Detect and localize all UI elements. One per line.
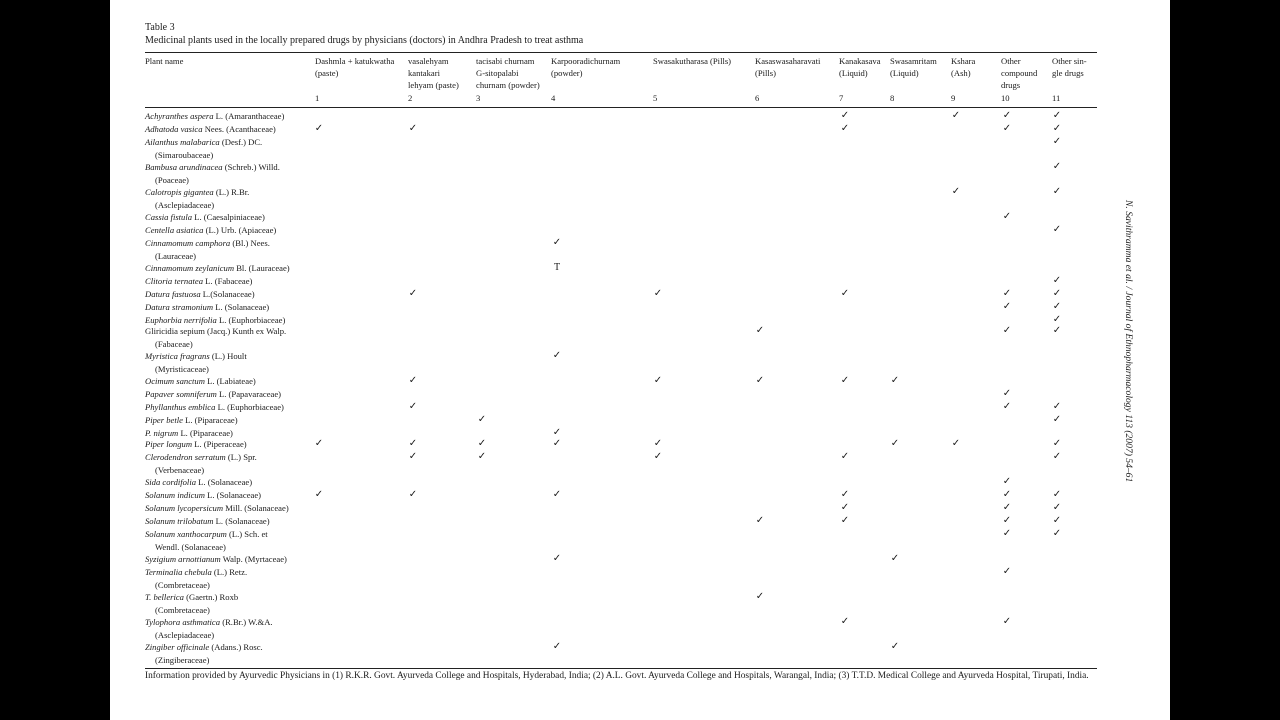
column-number-8: 8 [890,93,895,103]
plant-row-label [145,262,290,275]
species-name: Ocimum sanctum [145,376,205,386]
species-name: Papaver somniferum [145,389,217,399]
plant-family: (Poaceae) [155,174,189,185]
check-mark-icon: ✓ [1002,528,1012,539]
check-mark-icon: ✓ [1052,414,1062,425]
check-mark-icon: ✓ [314,123,324,134]
column-header-line: Karpooradichurnam [551,56,621,66]
plant-row-label [145,237,270,262]
species-authority: (L.) Urb. (Apiaceae) [205,225,277,235]
check-mark-icon: ✓ [477,438,487,449]
species-name: Cassia fistula [145,212,193,222]
species-authority: Nees. (Acanthaceae) [204,124,276,134]
column-header-3 [476,55,540,91]
check-mark-icon: ✓ [653,438,663,449]
check-mark-icon: ✓ [477,451,487,462]
bottom-rule [145,668,1097,669]
cell-mark: T [553,262,561,273]
species-authority: (Desf.) DC. [221,137,263,147]
check-mark-icon: ✓ [408,438,418,449]
plant-family: (Asclepiadaceae) [155,199,215,210]
species-authority: (L.) Retz. [213,567,248,577]
plant-family: (Asclepiadaceae) [155,629,215,640]
table-caption: Medicinal plants used in the locally prepared drugs by physicians (doctors) in Andhra Pradesh to treat asthma [145,35,584,46]
check-mark-icon: ✓ [552,438,562,449]
plant-row-label [145,591,238,616]
check-mark-icon: ✓ [1002,388,1012,399]
check-mark-icon: ✓ [1002,301,1012,312]
check-mark-icon: ✓ [755,375,765,386]
column-header-line: tacisabi churnam [476,56,535,66]
species-name: Tylophora asthmatica [145,617,221,627]
species-authority: L. (Solanaceae) [215,302,270,312]
check-mark-icon: ✓ [840,375,850,386]
species-authority: L. (Piparaceae) [185,415,238,425]
check-mark-icon: ✓ [314,489,324,500]
column-header-9 [951,55,975,79]
check-mark-icon: ✓ [1052,401,1062,412]
check-mark-icon: ✓ [1052,161,1062,172]
plant-row-label [145,515,270,528]
column-header-8 [890,55,937,79]
column-header-line: (powder) [551,68,583,78]
plant-row-label [145,438,247,451]
column-header-line: Kanakasava [839,56,881,66]
column-header-line: G-sitopalabi [476,68,519,78]
check-mark-icon: ✓ [1052,314,1062,325]
species-name: T. bellerica [145,592,184,602]
check-mark-icon: ✓ [1052,224,1062,235]
check-mark-icon: ✓ [477,414,487,425]
check-mark-icon: ✓ [1052,123,1062,134]
species-name: Zingiber officinale [145,642,210,652]
plant-family: (Verbenaceae) [155,464,205,475]
check-mark-icon: ✓ [552,553,562,564]
species-name: Terminalia chebula [145,567,212,577]
check-mark-icon: ✓ [1002,616,1012,627]
species-name: Datura stramonium [145,302,214,312]
species-name: Adhatoda vasica [145,124,203,134]
species-authority: Gliricidia sepium (Jacq.) Kunth ex Walp. [145,326,287,336]
species-name: Datura fastuosa [145,289,201,299]
plant-row-label [145,288,255,301]
check-mark-icon: ✓ [1052,502,1062,513]
check-mark-icon: ✓ [755,325,765,336]
running-head: N. Savithramma et al. / Journal of Ethnopharmacology 113 (2007) 54–61 [1123,200,1134,483]
table-footnote: Information provided by Ayurvedic Physicians in (1) R.K.R. Govt. Ayurveda College and Hospitals, Hyderabad, India; (2) A.L. Govt. Ayurveda College and Hospitals, Warangal, India; (3) T.T.D. Medical College and Ayurveda Hospital, Tirupati, India. [145,671,1089,681]
plant-family: (Combretaceae) [155,604,210,615]
plant-row-label [145,325,286,350]
species-name: Solanum trilobatum [145,516,214,526]
column-header-line: lehyam (paste) [408,80,459,90]
column-number-10: 10 [1001,93,1010,103]
plant-row-label [145,616,273,641]
document-page [110,0,1170,720]
check-mark-icon: ✓ [1002,476,1012,487]
column-number-2: 2 [408,93,413,103]
species-name: Solanum indicum [145,490,205,500]
check-mark-icon: ✓ [1002,489,1012,500]
check-mark-icon: ✓ [1002,110,1012,121]
species-name: Piper betle [145,415,183,425]
check-mark-icon: ✓ [552,350,562,361]
plant-row-label [145,301,269,314]
check-mark-icon: ✓ [1052,528,1062,539]
check-mark-icon: ✓ [1052,186,1062,197]
plant-family: (Fabaceae) [155,338,193,349]
plant-family: Wendl. (Solanaceae) [155,541,226,552]
check-mark-icon: ✓ [840,616,850,627]
species-authority: (Schreb.) Willd. [224,162,280,172]
species-authority: L. (Euphorbiaceae) [219,315,286,325]
check-mark-icon: ✓ [314,438,324,449]
species-authority: Walp. (Myrtaceae) [222,554,287,564]
column-header-line: Swasamritam [890,56,937,66]
check-mark-icon: ✓ [840,489,850,500]
column-header-1 [315,55,394,79]
check-mark-icon: ✓ [840,451,850,462]
column-header-10 [1001,55,1037,91]
species-authority: L. (Piparaceae) [180,428,233,438]
column-header-7 [839,55,881,79]
column-header-line: kantakari [408,68,440,78]
species-authority: L.(Solanaceae) [202,289,255,299]
plant-row-label [145,211,265,224]
check-mark-icon: ✓ [840,502,850,513]
plant-family: (Combretaceae) [155,579,210,590]
check-mark-icon: ✓ [840,123,850,134]
check-mark-icon: ✓ [840,515,850,526]
check-mark-icon: ✓ [653,375,663,386]
check-mark-icon: ✓ [890,553,900,564]
check-mark-icon: ✓ [653,288,663,299]
check-mark-icon: ✓ [552,641,562,652]
plant-row-label [145,388,281,401]
plant-row-label [145,566,247,591]
check-mark-icon: ✓ [653,451,663,462]
plant-row-label [145,136,262,161]
species-authority: (Bl.) Nees. [232,238,270,248]
plant-row-label [145,161,280,186]
species-name: Centella asiatica [145,225,204,235]
check-mark-icon: ✓ [1002,515,1012,526]
check-mark-icon: ✓ [552,489,562,500]
column-header-line: drugs [1001,80,1021,90]
column-header-line: churnam (powder) [476,80,540,90]
table-label: Table 3 [145,22,175,33]
species-name: Ailanthus malabarica [145,137,220,147]
check-mark-icon: ✓ [552,427,562,438]
species-name: Sida cordifolia [145,477,197,487]
check-mark-icon: ✓ [890,375,900,386]
column-header-line: Other [1001,56,1021,66]
plant-row-label [145,641,263,666]
column-number-4: 4 [551,93,556,103]
plant-row-label [145,401,284,414]
species-authority: Mill. (Solanaceae) [225,503,289,513]
species-name: Solanum lycopersicum [145,503,224,513]
species-name: Euphorbia nerrifolia [145,315,217,325]
check-mark-icon: ✓ [951,438,961,449]
species-name: P. nigrum [145,428,179,438]
species-authority: (Adans.) Rosc. [211,642,263,652]
species-name: Syzigium arnottianum [145,554,221,564]
species-authority: Bl. (Lauraceae) [236,263,290,273]
header-rule [145,107,1097,108]
check-mark-icon: ✓ [1052,301,1062,312]
species-name: Myristica fragrans [145,351,210,361]
check-mark-icon: ✓ [951,186,961,197]
species-authority: (Gaertn.) Roxb [186,592,239,602]
species-name: Calotropis gigantea [145,187,214,197]
column-header-2 [408,55,459,91]
check-mark-icon: ✓ [1002,288,1012,299]
species-authority: (L.) R.Br. [215,187,250,197]
plant-row-label [145,186,249,211]
species-name: Cinnamomum zeylanicum [145,263,235,273]
species-name: Cinnamomum camphora [145,238,231,248]
plant-row-label [145,414,238,427]
check-mark-icon: ✓ [890,438,900,449]
plant-family: (Simaroubaceae) [155,149,214,160]
column-header-line: (Ash) [951,68,971,78]
column-header-5 [653,55,731,67]
plant-row-label [145,553,287,566]
check-mark-icon: ✓ [1002,401,1012,412]
species-authority: (R.Br.) W.&A. [222,617,273,627]
plant-row-label [145,123,276,136]
plant-family: (Lauraceae) [155,250,197,261]
column-header-line: (Pills) [755,68,777,78]
plant-row-label [145,476,252,489]
plant-row-label [145,224,276,237]
column-header-line: Dashmla + katukwatha [315,56,395,66]
check-mark-icon: ✓ [408,123,418,134]
column-number-1: 1 [315,93,320,103]
check-mark-icon: ✓ [1052,325,1062,336]
column-header-line: Kshara [951,56,976,66]
species-authority: L. (Papavaraceae) [219,389,282,399]
column-header-line: (paste) [315,68,339,78]
species-authority: (L.) Spr. [227,452,257,462]
check-mark-icon: ✓ [552,237,562,248]
species-authority: L. (Solanaceae) [207,490,261,500]
plant-row-label [145,375,256,388]
check-mark-icon: ✓ [408,401,418,412]
species-name: Clitoria ternatea [145,276,204,286]
check-mark-icon: ✓ [1052,275,1062,286]
column-number-3: 3 [476,93,481,103]
check-mark-icon: ✓ [840,288,850,299]
column-header-6 [755,55,820,79]
species-authority: L. (Fabaceae) [205,276,253,286]
species-name: Piper longum [145,439,193,449]
plant-row-label [145,528,268,553]
plant-row-label [145,350,247,375]
check-mark-icon: ✓ [1052,110,1062,121]
column-header-line: Kasaswasaharavati [755,56,821,66]
check-mark-icon: ✓ [840,110,850,121]
plant-row-label [145,110,284,123]
species-authority: (L.) Sch. et [229,529,268,539]
species-name: Bambusa arundinacea [145,162,223,172]
species-authority: L. (Amaranthaceae) [215,111,285,121]
plant-row-label [145,489,261,502]
check-mark-icon: ✓ [1002,211,1012,222]
check-mark-icon: ✓ [890,641,900,652]
check-mark-icon: ✓ [1052,515,1062,526]
column-header-line: vasalehyam [408,56,449,66]
check-mark-icon: ✓ [1002,566,1012,577]
column-number-11: 11 [1052,93,1061,103]
check-mark-icon: ✓ [408,489,418,500]
check-mark-icon: ✓ [1002,123,1012,134]
plant-family: (Myristicaceae) [155,363,209,374]
plant-row-label [145,275,252,288]
check-mark-icon: ✓ [1002,502,1012,513]
species-name: Solanum xanthocarpum [145,529,227,539]
plant-row-label [145,502,289,515]
check-mark-icon: ✓ [755,515,765,526]
species-authority: L. (Euphorbiaceae) [217,402,284,412]
species-authority: L. (Solanaceae) [198,477,253,487]
species-authority: L. (Piperaceae) [194,439,247,449]
top-rule [145,52,1097,53]
check-mark-icon: ✓ [408,451,418,462]
check-mark-icon: ✓ [1052,136,1062,147]
check-mark-icon: ✓ [408,375,418,386]
check-mark-icon: ✓ [1052,451,1062,462]
column-number-5: 5 [653,93,658,103]
check-mark-icon: ✓ [755,591,765,602]
species-authority: (L.) Hoult [211,351,247,361]
check-mark-icon: ✓ [1052,288,1062,299]
column-header-line: gle drugs [1052,68,1084,78]
species-name: Achyranthes aspera [145,111,214,121]
column-header-4 [551,55,620,79]
check-mark-icon: ✓ [408,288,418,299]
column-number-9: 9 [951,93,956,103]
column-header-line: compound [1001,68,1038,78]
column-number-7: 7 [839,93,844,103]
check-mark-icon: ✓ [1052,438,1062,449]
species-name: Clerodendron serratum [145,452,226,462]
column-header-line: (Liquid) [839,68,868,78]
column-header-line: (Liquid) [890,68,919,78]
check-mark-icon: ✓ [951,110,961,121]
column-number-6: 6 [755,93,760,103]
check-mark-icon: ✓ [1002,325,1012,336]
species-authority: L. (Labiateae) [207,376,256,386]
plant-family: (Zingiberaceae) [155,654,210,665]
check-mark-icon: ✓ [1052,489,1062,500]
species-authority: L. (Caesalpiniaceae) [194,212,265,222]
column-header-line: Other sin- [1052,56,1087,66]
species-name: Phyllanthus emblica [145,402,216,412]
column-header-11 [1052,55,1087,79]
plant-row-label [145,451,257,476]
table-title [145,21,583,47]
species-authority: L. (Solanaceae) [215,516,270,526]
plant-name-header: Plant name [145,56,184,66]
column-header-line: Swasakutharasa (Pills) [653,56,732,66]
